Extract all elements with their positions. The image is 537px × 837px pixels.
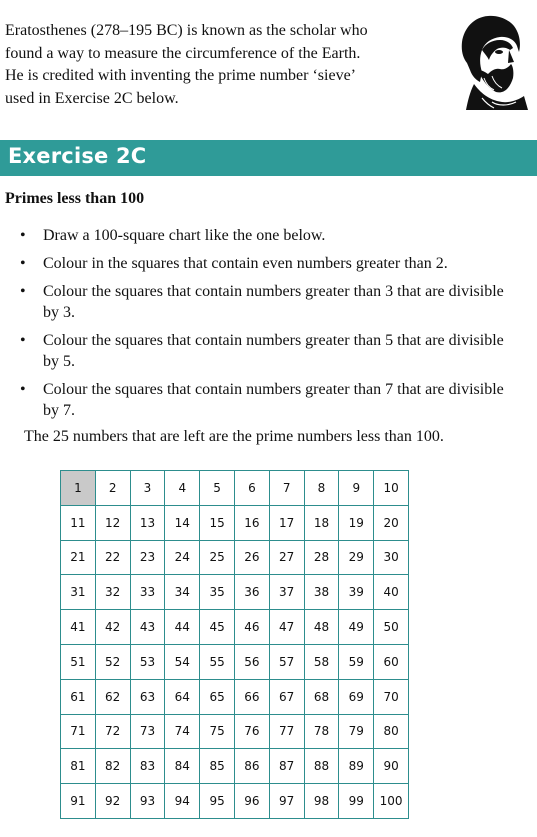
grid-cell-97: 97 bbox=[270, 784, 305, 819]
grid-cell-82: 82 bbox=[96, 749, 131, 784]
grid-cell-76: 76 bbox=[235, 715, 270, 750]
grid-cell-75: 75 bbox=[200, 715, 235, 750]
list-item-text: Draw a 100-square chart like the one below. bbox=[43, 227, 326, 244]
grid-cell-5: 5 bbox=[200, 471, 235, 506]
grid-cell-23: 23 bbox=[131, 541, 166, 576]
grid-cell-54: 54 bbox=[165, 645, 200, 680]
grid-cell-10: 10 bbox=[374, 471, 409, 506]
grid-cell-7: 7 bbox=[270, 471, 305, 506]
grid-cell-61: 61 bbox=[61, 680, 96, 715]
grid-cell-57: 57 bbox=[270, 645, 305, 680]
grid-cell-44: 44 bbox=[165, 610, 200, 645]
grid-cell-66: 66 bbox=[235, 680, 270, 715]
grid-cell-62: 62 bbox=[96, 680, 131, 715]
grid-cell-89: 89 bbox=[339, 749, 374, 784]
grid-cell-24: 24 bbox=[165, 541, 200, 576]
grid-cell-87: 87 bbox=[270, 749, 305, 784]
grid-cell-52: 52 bbox=[96, 645, 131, 680]
grid-cell-96: 96 bbox=[235, 784, 270, 819]
hundred-square-grid bbox=[60, 470, 409, 819]
grid-cell-55: 55 bbox=[200, 645, 235, 680]
grid-cell-43: 43 bbox=[131, 610, 166, 645]
intro-line: Eratosthenes (278–195 BC) is known as the scholar who bbox=[5, 22, 368, 39]
grid-cell-41: 41 bbox=[61, 610, 96, 645]
conclusion-text: The 25 numbers that are left are the prime numbers less than 100. bbox=[24, 428, 444, 445]
grid-cell-81: 81 bbox=[61, 749, 96, 784]
grid-cell-56: 56 bbox=[235, 645, 270, 680]
grid-cell-78: 78 bbox=[305, 715, 340, 750]
grid-cell-64: 64 bbox=[165, 680, 200, 715]
grid-cell-11: 11 bbox=[61, 506, 96, 541]
grid-cell-65: 65 bbox=[200, 680, 235, 715]
grid-cell-72: 72 bbox=[96, 715, 131, 750]
list-item-text: Colour the squares that contain numbers greater than 7 that are divisible by 7. bbox=[43, 381, 504, 419]
grid-cell-95: 95 bbox=[200, 784, 235, 819]
grid-cell-19: 19 bbox=[339, 506, 374, 541]
grid-cell-12: 12 bbox=[96, 506, 131, 541]
grid-cell-79: 79 bbox=[339, 715, 374, 750]
exercise-title: Exercise 2C bbox=[8, 144, 147, 168]
grid-cell-36: 36 bbox=[235, 575, 270, 610]
grid-cell-21: 21 bbox=[61, 541, 96, 576]
instruction-list bbox=[20, 225, 520, 428]
grid-cell-31: 31 bbox=[61, 575, 96, 610]
list-item bbox=[20, 281, 520, 323]
grid-cell-73: 73 bbox=[131, 715, 166, 750]
grid-cell-32: 32 bbox=[96, 575, 131, 610]
grid-cell-90: 90 bbox=[374, 749, 409, 784]
grid-cell-9: 9 bbox=[339, 471, 374, 506]
grid-cell-63: 63 bbox=[131, 680, 166, 715]
grid-cell-6: 6 bbox=[235, 471, 270, 506]
grid-cell-2: 2 bbox=[96, 471, 131, 506]
grid-cell-69: 69 bbox=[339, 680, 374, 715]
grid-cell-45: 45 bbox=[200, 610, 235, 645]
grid-cell-29: 29 bbox=[339, 541, 374, 576]
grid-cell-86: 86 bbox=[235, 749, 270, 784]
grid-cell-3: 3 bbox=[131, 471, 166, 506]
grid-cell-83: 83 bbox=[131, 749, 166, 784]
grid-cell-26: 26 bbox=[235, 541, 270, 576]
list-item-text: Colour the squares that contain numbers greater than 3 that are divisible by 3. bbox=[43, 283, 504, 321]
grid-cell-42: 42 bbox=[96, 610, 131, 645]
grid-cell-4: 4 bbox=[165, 471, 200, 506]
bullet-icon: • bbox=[20, 332, 26, 349]
grid-cell-14: 14 bbox=[165, 506, 200, 541]
grid-cell-15: 15 bbox=[200, 506, 235, 541]
grid-cell-50: 50 bbox=[374, 610, 409, 645]
grid-cell-51: 51 bbox=[61, 645, 96, 680]
grid-cell-80: 80 bbox=[374, 715, 409, 750]
grid-cell-8: 8 bbox=[305, 471, 340, 506]
grid-cell-1: 1 bbox=[61, 471, 96, 506]
grid-cell-28: 28 bbox=[305, 541, 340, 576]
grid-cell-94: 94 bbox=[165, 784, 200, 819]
grid-cell-100: 100 bbox=[374, 784, 409, 819]
grid-cell-16: 16 bbox=[235, 506, 270, 541]
grid-cell-40: 40 bbox=[374, 575, 409, 610]
eratosthenes-portrait-icon bbox=[452, 6, 534, 110]
grid-cell-85: 85 bbox=[200, 749, 235, 784]
grid-cell-58: 58 bbox=[305, 645, 340, 680]
grid-cell-84: 84 bbox=[165, 749, 200, 784]
grid-cell-53: 53 bbox=[131, 645, 166, 680]
grid-cell-68: 68 bbox=[305, 680, 340, 715]
grid-cell-70: 70 bbox=[374, 680, 409, 715]
list-item bbox=[20, 253, 520, 274]
grid-cell-17: 17 bbox=[270, 506, 305, 541]
grid-cell-46: 46 bbox=[235, 610, 270, 645]
grid-cell-35: 35 bbox=[200, 575, 235, 610]
grid-cell-99: 99 bbox=[339, 784, 374, 819]
bullet-icon: • bbox=[20, 227, 26, 244]
grid-cell-71: 71 bbox=[61, 715, 96, 750]
grid-cell-20: 20 bbox=[374, 506, 409, 541]
grid-cell-98: 98 bbox=[305, 784, 340, 819]
intro-line: used in Exercise 2C below. bbox=[5, 89, 179, 107]
grid-cell-60: 60 bbox=[374, 645, 409, 680]
intro-line: found a way to measure the circumference of the Earth. bbox=[5, 44, 361, 62]
grid-cell-38: 38 bbox=[305, 575, 340, 610]
grid-cell-27: 27 bbox=[270, 541, 305, 576]
grid-cell-91: 91 bbox=[61, 784, 96, 819]
grid-cell-88: 88 bbox=[305, 749, 340, 784]
grid-cell-77: 77 bbox=[270, 715, 305, 750]
grid-cell-47: 47 bbox=[270, 610, 305, 645]
section-heading: Primes less than 100 bbox=[5, 190, 145, 207]
grid-cell-67: 67 bbox=[270, 680, 305, 715]
grid-cell-74: 74 bbox=[165, 715, 200, 750]
grid-cell-25: 25 bbox=[200, 541, 235, 576]
list-item bbox=[20, 330, 520, 372]
intro-line: He is credited with inventing the prime number ‘sieve’ bbox=[5, 67, 357, 84]
grid-cell-59: 59 bbox=[339, 645, 374, 680]
grid-cell-18: 18 bbox=[305, 506, 340, 541]
grid-cell-37: 37 bbox=[270, 575, 305, 610]
grid-cell-49: 49 bbox=[339, 610, 374, 645]
grid-cell-30: 30 bbox=[374, 541, 409, 576]
grid-cell-48: 48 bbox=[305, 610, 340, 645]
grid-cell-13: 13 bbox=[131, 506, 166, 541]
intro-paragraph bbox=[5, 20, 425, 110]
list-item bbox=[20, 379, 520, 421]
grid-cell-34: 34 bbox=[165, 575, 200, 610]
grid-cell-39: 39 bbox=[339, 575, 374, 610]
bullet-icon: • bbox=[20, 283, 26, 300]
bullet-icon: • bbox=[20, 255, 26, 272]
grid-cell-22: 22 bbox=[96, 541, 131, 576]
exercise-banner bbox=[0, 140, 537, 176]
grid-cell-93: 93 bbox=[131, 784, 166, 819]
list-item-text: Colour the squares that contain numbers greater than 5 that are divisible by 5. bbox=[43, 332, 504, 370]
list-item-text: Colour in the squares that contain even numbers greater than 2. bbox=[43, 255, 448, 272]
grid-cell-33: 33 bbox=[131, 575, 166, 610]
list-item bbox=[20, 225, 520, 246]
bullet-icon: • bbox=[20, 381, 26, 398]
grid-cell-92: 92 bbox=[96, 784, 131, 819]
